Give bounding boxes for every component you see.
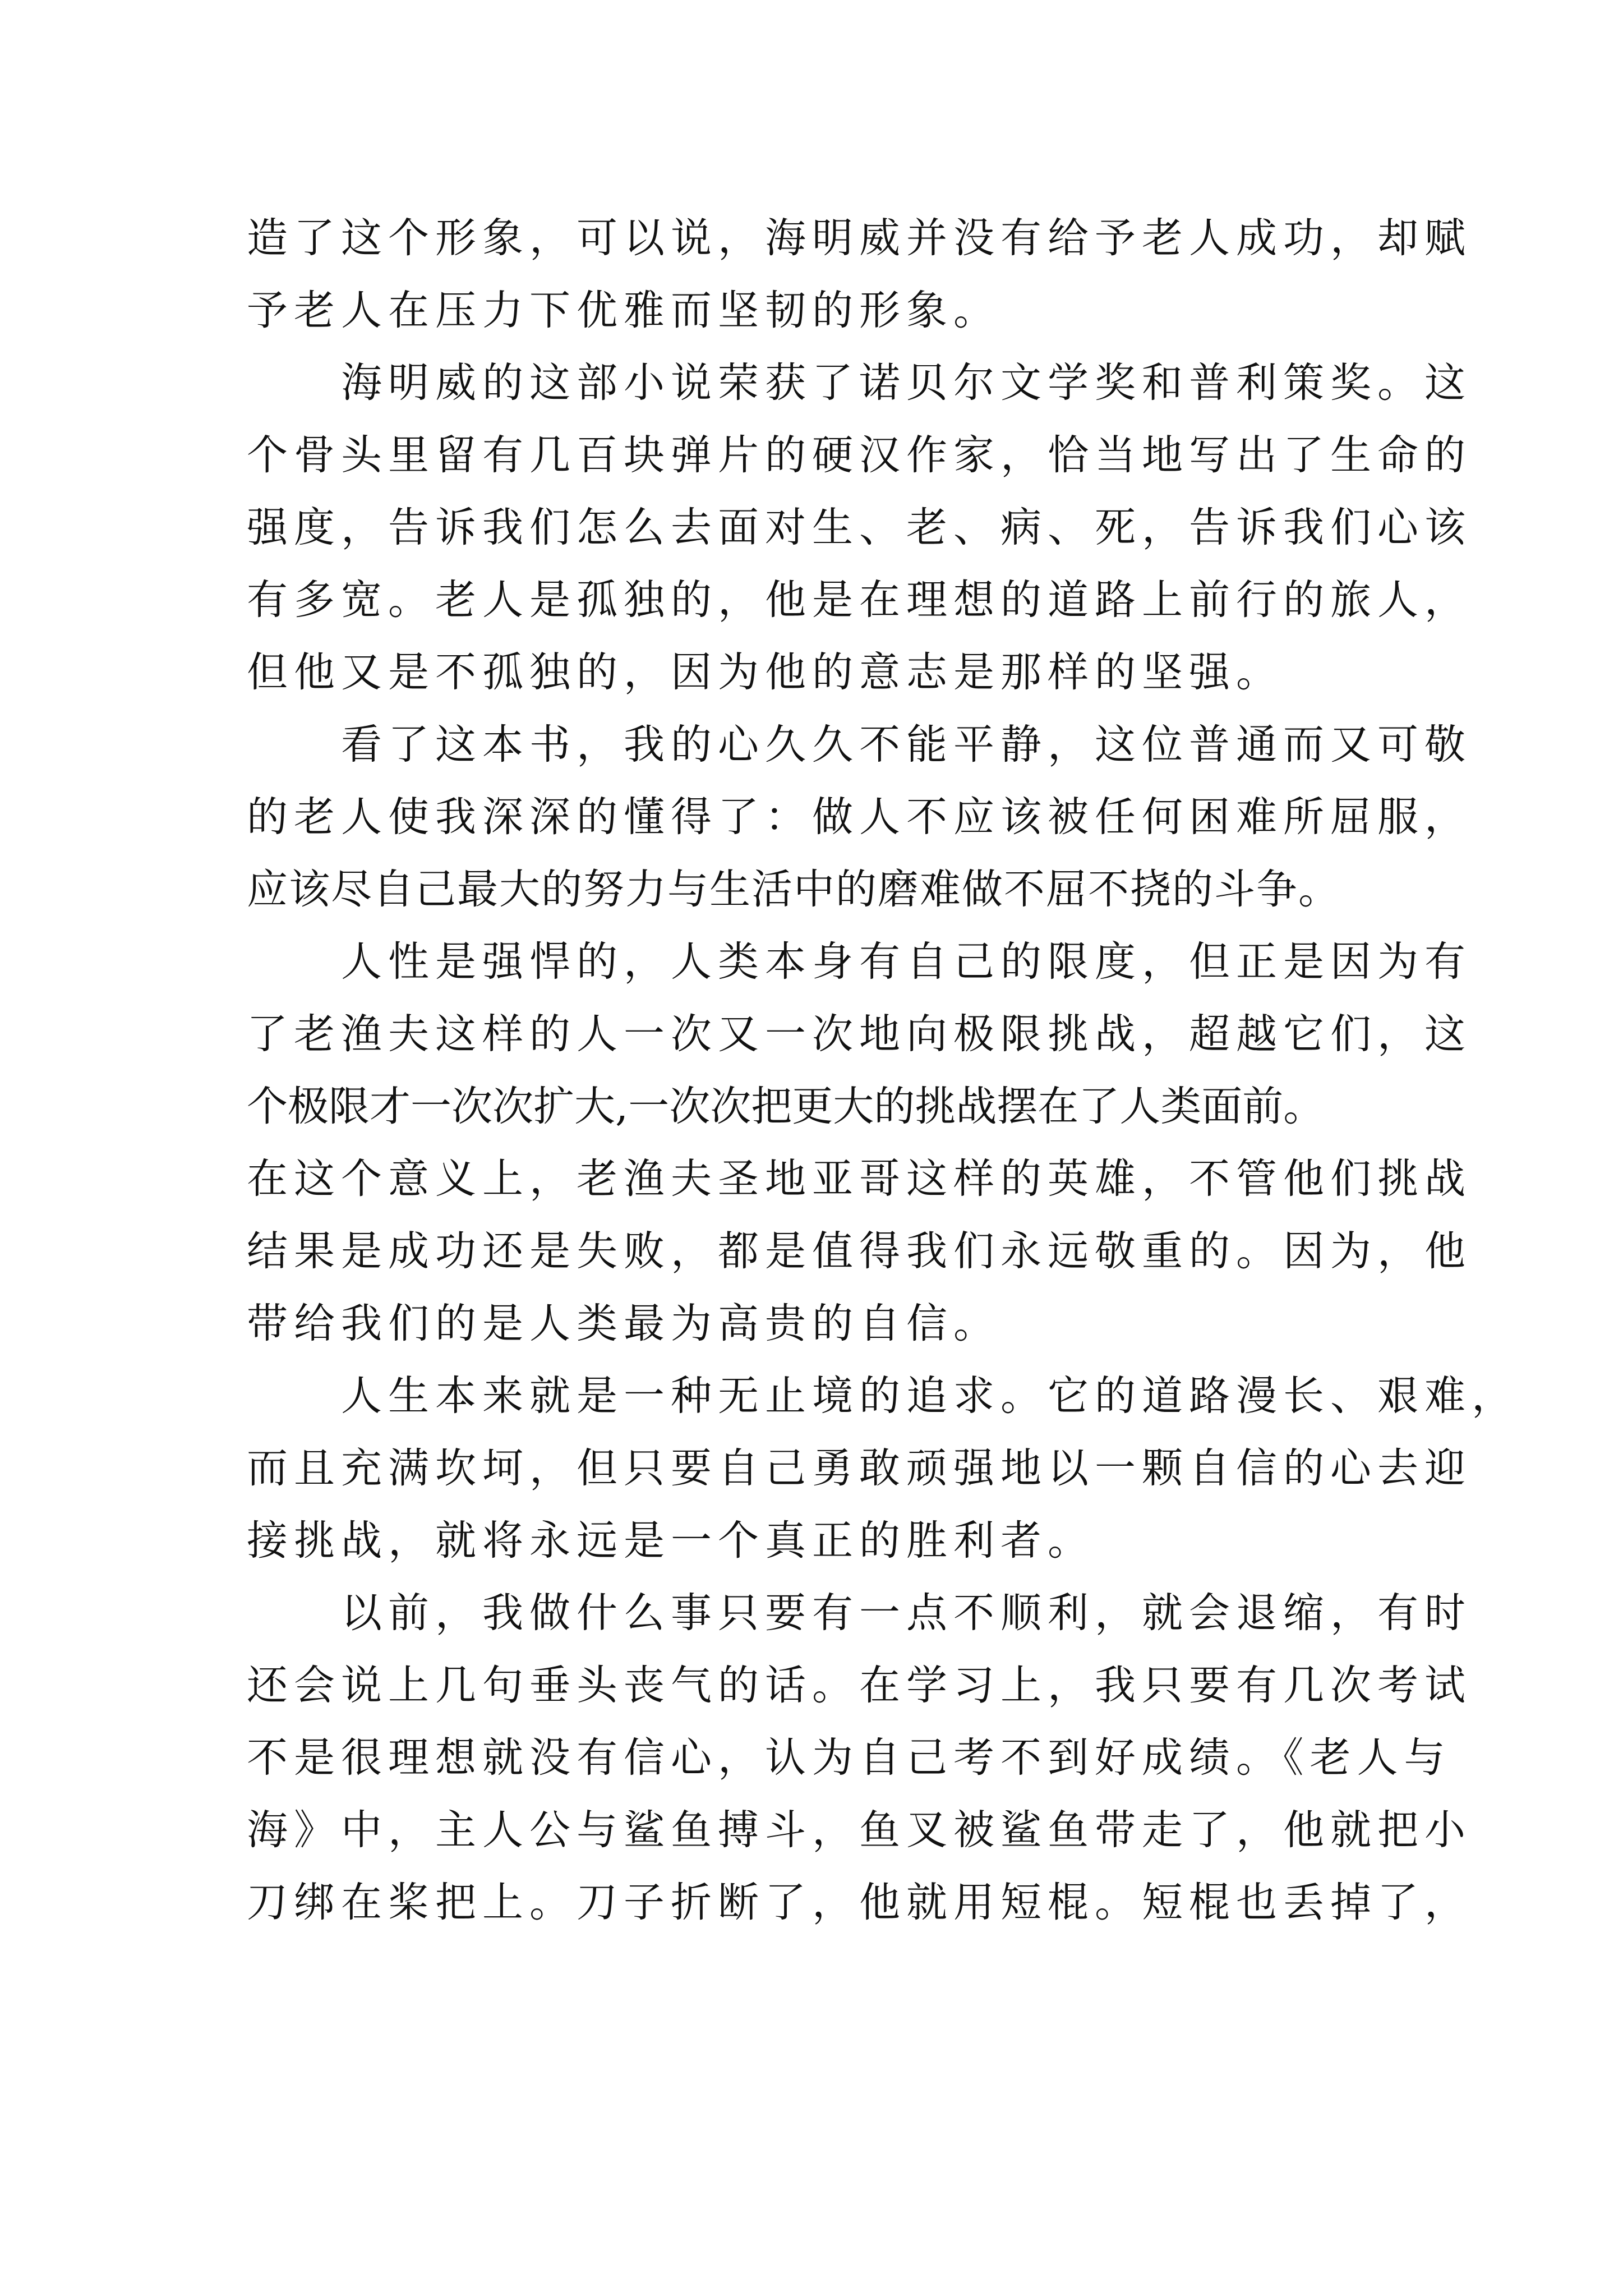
text-line: 予老人在压力下优雅而坚韧的形象。 [247, 287, 1000, 334]
text-line: 应该尽自己最大的努力与生活中的磨难做不屈不挠的斗争。 [247, 866, 1340, 913]
text-line: 带给我们的是人类最为高贵的自信。 [247, 1300, 1000, 1347]
paragraph-start-line: 人生本来就是一种无止境的追求。它的道路漫长、艰难， [341, 1372, 1519, 1420]
text-line: 海》中，主人公与鲨鱼搏斗，鱼叉被鲨鱼带走了，他就把小 [247, 1806, 1472, 1854]
text-line: 接挑战，就将永远是一个真正的胜利者。 [247, 1517, 1095, 1565]
text-line: 有多宽。老人是孤独的，他是在理想的道路上前行的旅人， [247, 576, 1472, 624]
text-line: 还会说上几句垂头丧气的话。在学习上，我只要有几次考试 [247, 1662, 1472, 1709]
text-line: 但他又是不孤独的，因为他的意志是那样的坚强。 [247, 648, 1283, 696]
text-line: 的老人使我深深的懂得了：做人不应该被任何困难所屈服， [247, 793, 1472, 841]
text-line: 刀绑在桨把上。刀子折断了，他就用短棍。短棍也丢掉了， [247, 1879, 1472, 1926]
text-line: 结果是成功还是失败，都是值得我们永远敬重的。因为，他 [247, 1227, 1472, 1275]
text-line: 不是很理想就没有信心，认为自己考不到好成绩。《老人与 [247, 1734, 1451, 1782]
paragraph-start-line: 以前，我做什么事只要有一点不顺利，就会退缩，有时 [341, 1589, 1472, 1637]
body-text [247, 202, 1519, 1939]
paragraph-start-line: 人性是强悍的，人类本身有自己的限度，但正是因为有 [341, 938, 1472, 986]
text-line: 了老渔夫这样的人一次又一次地向极限挑战，超越它们，这 [247, 1010, 1472, 1058]
text-line: 在这个意义上，老渔夫圣地亚哥这样的英雄，不管他们挑战 [247, 1155, 1472, 1203]
text-line: 而且充满坎坷，但只要自己勇敢顽强地以一颗自信的心去迎 [247, 1444, 1472, 1492]
text-line: 强度，告诉我们怎么去面对生、老、病、死，告诉我们心该 [247, 504, 1472, 551]
text-line: 个极限才一次次扩大,一次次把更大的挑战摆在了人类面前。 [247, 1083, 1325, 1130]
text-line: 个骨头里留有几百块弹片的硬汉作家，恰当地写出了生命的 [247, 431, 1472, 479]
paragraph-start-line: 看了这本书，我的心久久不能平静，这位普通而又可敬 [341, 721, 1472, 769]
paragraph-start-line: 海明威的这部小说荣获了诺贝尔文学奖和普利策奖。这 [341, 359, 1472, 407]
text-line: 造了这个形象，可以说，海明威并没有给予老人成功，却赋 [247, 214, 1472, 262]
